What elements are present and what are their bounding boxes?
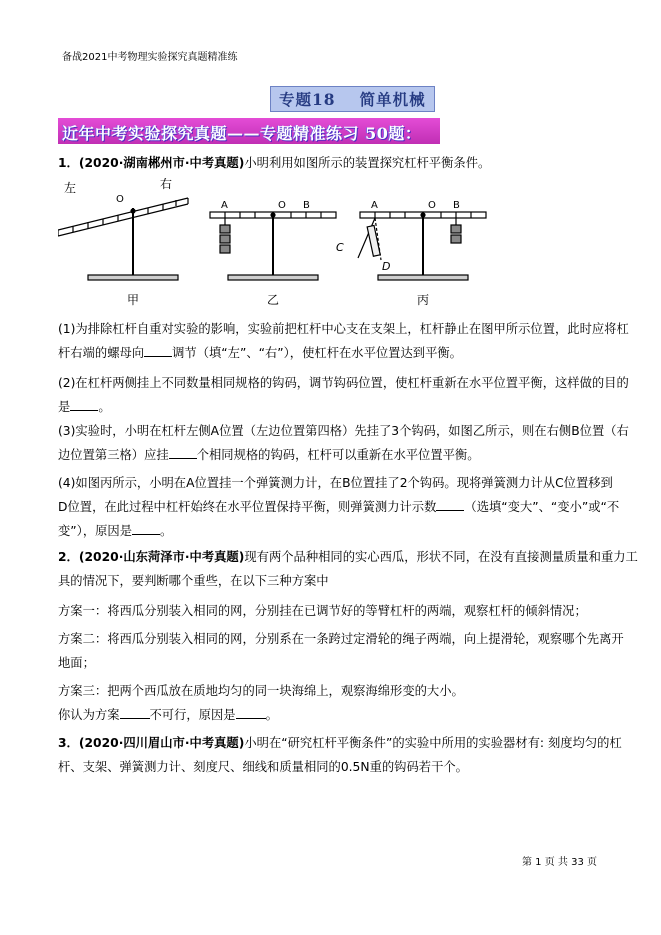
fig-bing-weight (451, 225, 461, 233)
fig-yi-o-label: O (278, 200, 286, 211)
fig-bing-b-label: B (453, 200, 460, 211)
q1-part4-line1: (4)如图丙所示，小明在A位置挂一个弹簧测力计，在B位置挂了2个钩码。现将弹簧测力计从C位置移到 (58, 476, 613, 490)
q1-part2-text-a: 是 (58, 400, 71, 414)
q1-part4-text-d: 。 (160, 524, 173, 538)
fig-yi-pivot (271, 213, 275, 217)
q3-source: 3．(2020·四川眉山市·中考真题) (58, 736, 245, 750)
q2-question (58, 704, 278, 726)
topic-number: 专题18 (279, 90, 336, 109)
fig-jia-left-label: 左 (64, 181, 77, 195)
q2-blank1[interactable] (120, 707, 150, 719)
q2-plan2-line2: 地面； (58, 656, 95, 670)
q1-part4-line2 (58, 496, 619, 518)
q1-part3-text-a: 边位置第三格）应挂 (58, 448, 169, 462)
fig-jia-o-label: O (116, 194, 124, 205)
fig-bing-a-label: A (371, 200, 378, 211)
q2-ask-a: 你认为方案 (58, 708, 120, 722)
lever-figure (58, 178, 488, 323)
q2-line2: 具的情况下，要判断哪个重些，在以下三种方案中 (58, 574, 329, 588)
fig-caption-bing: 丙 (417, 293, 430, 307)
fig-yi-base (228, 275, 318, 280)
q1-part4-blank1[interactable] (436, 499, 464, 511)
section-banner (58, 118, 440, 144)
fig-bing-base (378, 275, 468, 280)
topic-name: 简单机械 (359, 90, 426, 109)
q1-part4-text-b: （选填“变大”、“变小”或“不 (464, 500, 620, 514)
fig-caption-jia: 甲 (127, 293, 140, 307)
fig-bing-d-label: D (382, 260, 391, 273)
q1-part3-text-b: 个相同规格的钩码，杠杆可以重新在水平位置平衡。 (196, 448, 480, 462)
q1-stem-text: 小明利用如图所示的装置探究杠杆平衡条件。 (244, 156, 491, 170)
fig-bing-spring-scale (367, 225, 380, 256)
fig-bing-o-label: O (428, 200, 436, 211)
q2-plan1: 方案一：将西瓜分别装入相同的网，分别挂在已调节好的等臂杠杆的两端，观察杠杆的倾斜情况； (58, 604, 587, 618)
fig-yi-weight (220, 225, 230, 233)
q1-part1-line1: (1)为排除杠杆自重对实验的影响，实验前把杠杆中心支在支架上，杠杆静止在图甲所示位置，此时应将杠 (58, 322, 629, 336)
q1-part2-text-b: 。 (98, 400, 111, 414)
q2-ask-b: 不可行，原因是 (149, 708, 236, 722)
fig-caption-yi: 乙 (267, 293, 280, 307)
fig-bing (358, 212, 486, 280)
fig-jia (58, 198, 188, 280)
topic-title (270, 86, 435, 112)
fig-bing-weight (451, 235, 461, 243)
q1-part4-text-c: 变”），原因是 (58, 524, 133, 538)
q1-part3-blank[interactable] (169, 447, 197, 459)
q1-part3-line2 (58, 444, 480, 466)
q1-part4-text-a: D位置，在此过程中杠杆始终在水平位置保持平衡，则弹簧测力计示数 (58, 500, 437, 514)
q2-ask-c: 。 (265, 708, 278, 722)
q1-part3-line1: (3)实验时，小明在杠杆左侧A位置（左边位置第四格）先挂了3个钩码，如图乙所示，则在右侧B位置（右 (58, 424, 629, 438)
q1-part2-line2 (58, 396, 111, 418)
fig-jia-lever-bottom (58, 204, 188, 236)
q1-part1-blank[interactable] (144, 345, 172, 357)
fig-yi-a-label: A (221, 200, 228, 211)
fig-yi-weight (220, 235, 230, 243)
fig-bing-pivot (421, 213, 425, 217)
fig-jia-right-label: 右 (160, 178, 173, 191)
q2-stem (58, 546, 638, 568)
page-footer: 第 1 页 共 33 页 (522, 857, 597, 868)
q1-part2-line1: (2)在杠杆两侧挂上不同数量相同规格的钩码，调节钩码位置，使杠杆重新在水平位置平衡，这样做的目的 (58, 376, 629, 390)
page-header: 备战2021中考物理实验探究真题精准练 (62, 52, 238, 63)
q1-part1-line2 (58, 342, 462, 364)
q1-part1-text-b: 调节（填“左”、“右”），使杠杆在水平位置达到平衡。 (172, 346, 462, 360)
q3-stem-text: 小明在“研究杠杆平衡条件”的实验中所用的实验器材有: 刻度均匀的杠 (244, 736, 622, 750)
q2-plan2-line1: 方案二：将西瓜分别装入相同的网，分别系在一条跨过定滑轮的绳子两端，向上提滑轮，观察哪个先离开 (58, 632, 624, 646)
topic-title-box (270, 86, 435, 112)
fig-jia-base (88, 275, 178, 280)
fig-yi-weight (220, 245, 230, 253)
q1-stem (58, 152, 490, 174)
fig-jia-pivot (131, 209, 135, 213)
lever-figure-svg (58, 178, 488, 323)
q2-plan3: 方案三：把两个西瓜放在质地均匀的同一块海绵上，观察海绵形变的大小。 (58, 684, 464, 698)
q1-source: 1．(2020·湖南郴州市·中考真题) (58, 156, 245, 170)
fig-bing-c-label: C (336, 241, 344, 254)
q2-source: 2．(2020·山东菏泽市·中考真题) (58, 550, 245, 564)
fig-yi (210, 212, 336, 280)
q2-stem-text: 现有两个品种相同的实心西瓜，形状不同，在没有直接测量质量和重力工 (244, 550, 638, 564)
q3-line2: 杆、支架、弹簧测力计、刻度尺、细线和质量相同的0.5N重的钩码若干个。 (58, 760, 468, 774)
q1-part4-line3 (58, 520, 172, 542)
q2-blank2[interactable] (236, 707, 266, 719)
q1-part2-blank[interactable] (70, 399, 98, 411)
fig-yi-b-label: B (303, 200, 310, 211)
q3-stem (58, 732, 622, 754)
section-banner-text: 近年中考实验探究真题——专题精准练习 50题： (62, 124, 422, 143)
q1-part4-blank2[interactable] (132, 523, 160, 535)
q1-part1-text-a: 杆右端的螺母向 (58, 346, 145, 360)
